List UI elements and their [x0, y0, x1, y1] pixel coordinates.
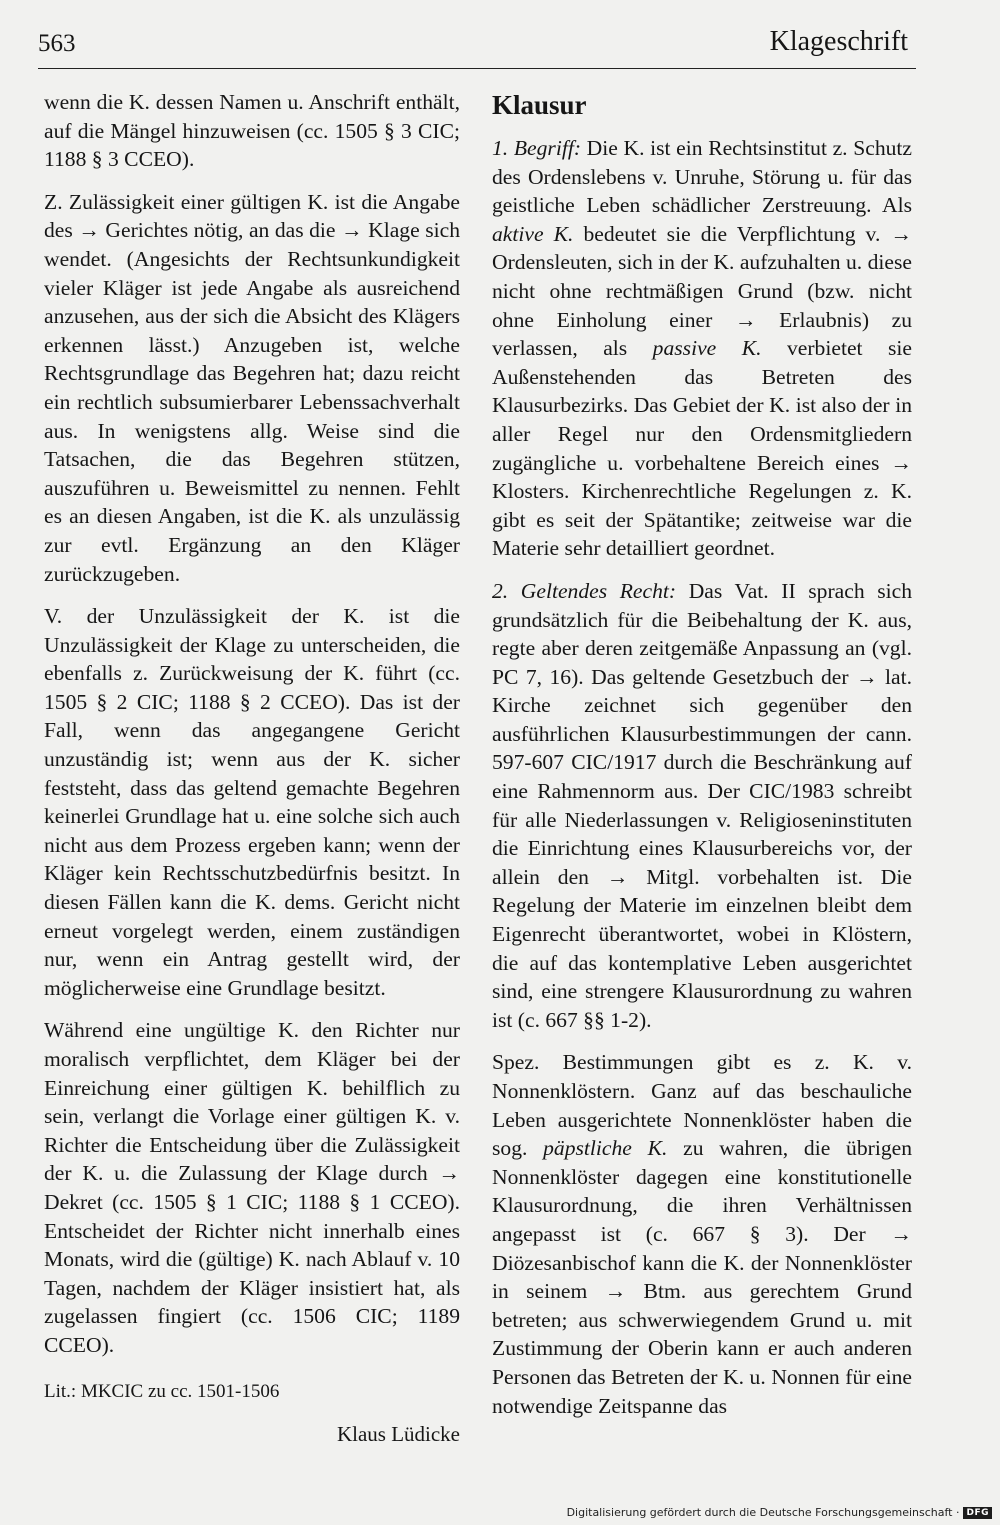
right-p2-text: Das Vat. II sprach sich grundsätzlich für die Beibehaltung der K. aus, regte aber deren zeitgemäße Anpassung an (vgl. PC 7, 16). Das geltende Gesetzbuch der → lat. Kirche zeichnet sich gegenüber den ausführlichen Klausurbestimmungen der cann. 597-607 CIC/1917 durch die Beschränkung auf eine Rahmennorm aus. Der CIC/1983 schreibt für alle Niederlassungen v. Religioseninstituten die Einrichtung eines Klausurbereichs vor, der allein den → Mitgl. vorbehalten ist. Die Regelung der Materie im einzelnen bleibt dem Eigenrecht überantwortet, wobei in Klöstern, die auf das kontemplative Leben ausgerichtet sind, eine strengere Klausurordnung zu wahren ist (c. 667 §§ 1-2).: [492, 578, 912, 1032]
subsection-label-begriff: 1. Begriff:: [492, 136, 582, 160]
left-paragraph-2: Z. Zulässigkeit einer gültigen K. ist die Angabe des → Gerichtes nötig, an das die → Klage sich wendet. (Angesichts der Rechtsunkundigkeit vieler Kläger ist jede Angabe als ausreichend anzusehen, aus der sich die Absicht des Klägers erkennen lässt.) Anzugeben ist, welche Rechtsgrundlage das Begehren hat; dazu reicht ein rechtlich subsumierbarer Lebenssachverhalt aus. In wenigstens allg. Weise sind die Tatsachen, die das Begehren stützen, auszuführen u. Beweismittel zu nennen. Fehlt es an diesen Angaben, ist die K. als unzulässig zur evtl. Ergänzung an den Kläger zurückzugeben.: [44, 189, 460, 586]
right-paragraph-2: [492, 577, 912, 1035]
right-p3-text-b: zu wahren, die übrigen Nonnenklöster dagegen eine konstitutionelle Klausurordnung, die ihren Verhältnissen angepasst ist (c. 667 § 3). Der → Diözesanbischof kann die K. der Nonnenklöster in seinem → Btm. aus gerechtem Grund betreten; aus schwerwiegendem Grund u. mit Zustimmung der Oberin kann er auch anderen Personen das Betreten der K. u. Nonnen für eine notwendige Zeitspanne das: [492, 1136, 912, 1418]
left-column: [44, 88, 460, 1463]
term-paepstliche-klausur: päpstliche K.: [543, 1136, 668, 1161]
right-p1-text-b: bedeutet sie die Verpflichtung v. → Ordensleuten, sich in der K. aufzuhalten u. diese nicht ohne rechtmäßigen Grund (bzw. nicht ohne Einholung einer → Erlaubnis) zu verlassen, als: [492, 221, 913, 361]
footer-text: Digitalisierung gefördert durch die Deutsche Forschungsgemeinschaft ·: [566, 1506, 960, 1519]
section-title: Klausur: [492, 90, 587, 120]
right-paragraph-3: [492, 1048, 912, 1420]
right-p1-text-a: Die K. ist ein Rechtsinstitut z. Schutz des Ordenslebens v. Unruhe, Störung u. für das geistliche Leben schädlicher Zerstreuung. Als: [492, 136, 913, 218]
digitization-footer: [567, 1506, 992, 1519]
header-rule: [38, 68, 916, 69]
literature-reference: Lit.: MKCIC zu cc. 1501-1506: [44, 1380, 280, 1402]
right-p1-text-c: verbietet sie Außenstehenden das Betreten des Klausurbezirks. Das Gebiet der K. ist also der in aller Regel nur den Ordensmitgliedern zugängliche u. vorbehaltene Bereich eines → Klosters. Kirchenrechtliche Regelungen z. K. gibt es seit der Spätantike; zeitweise war die Materie sehr detailliert geordnet.: [492, 336, 912, 561]
left-paragraph-4: Während eine ungültige K. den Richter nur moralisch verpflichtet, dem Kläger bei der Einreichung einer gültigen K. behilflich zu sein, verlangt die Vorlage einer gültigen K. v. Richter die Entscheidung über die Zulässigkeit der K. u. die Zulassung der Klage durch → Dekret (cc. 1505 § 1 CIC; 1188 § 1 CCEO). Entscheidet der Richter nicht innerhalb eines Monats, wird die (gültige) K. nach Ablauf v. 10 Tagen, nachdem der Kläger insistiert hat, als zugelassen fingiert (cc. 1506 CIC; 1189 CCEO).: [44, 1018, 460, 1357]
right-p3-text-a: Spez. Bestimmungen gibt es z. K. v. Nonnenklöstern. Ganz auf das beschauliche Leben ausgerichtete Nonnenklöster haben die sog.: [492, 1050, 912, 1161]
author-name: Klaus Lüdicke: [336, 1422, 460, 1447]
running-head: Klageschrift: [769, 26, 908, 57]
dfg-logo-icon: DFG: [963, 1507, 992, 1519]
term-aktive-klausur: aktive K.: [492, 221, 574, 246]
left-paragraph-1: wenn die K. dessen Namen u. Anschrift enthält, auf die Mängel hinzuweisen (cc. 1505 § 3 CIC; 1188 § 3 CCEO).: [44, 90, 460, 172]
right-paragraph-1: [492, 134, 912, 563]
term-passive-klausur: passive K.: [652, 336, 762, 361]
right-column: [492, 88, 912, 1434]
page-number: 563: [38, 30, 76, 57]
left-paragraph-3: V. der Unzulässigkeit der K. ist die Unzulässigkeit der Klage zu unterscheiden, die ebenfalls z. Zurückweisung der K. führt (cc. 1505 § 2 CIC; 1188 § 2 CCEO). Das ist der Fall, wenn das angegangene Gericht unzuständig ist; wenn aus der K. sicher feststeht, dass das geltend gemachte Begehren keinerlei Grundlage hat u. eine solche sich auch nicht aus dem Prozess ergeben kann; wenn der Kläger kein Rechtsschutzbedürfnis besitzt. In diesen Fällen kann die K. dems. Gericht nicht erneut vorgelegt werden, einem zuständigen nur, wenn ein Antrag gestellt wird, der möglicherweise eine Grundlage besitzt.: [44, 604, 460, 1000]
subsection-label-geltendes-recht: 2. Geltendes Recht:: [492, 578, 677, 603]
